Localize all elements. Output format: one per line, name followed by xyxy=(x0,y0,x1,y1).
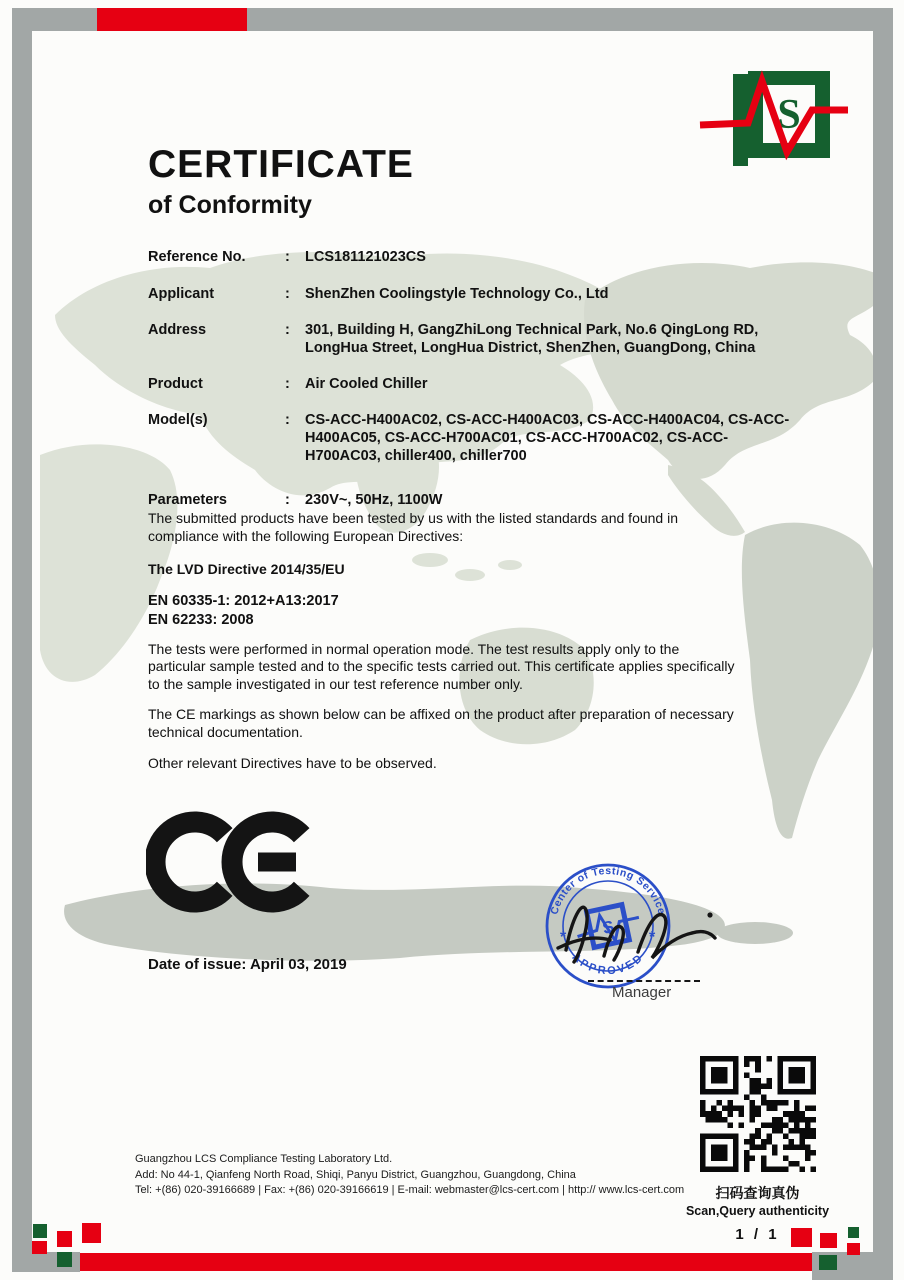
date-of-issue: Date of issue: April 03, 2019 xyxy=(148,956,347,973)
title-block xyxy=(148,144,414,219)
footer-company: Guangzhou LCS Compliance Testing Laboratory Ltd. xyxy=(135,1153,393,1165)
field-value: LCS181121023CS xyxy=(305,249,426,265)
field-separator: : xyxy=(285,249,290,265)
qr-caption-cn: 扫码查询真伪 xyxy=(715,1185,800,1201)
stamp-right-star: * xyxy=(649,929,656,946)
field-row-models xyxy=(148,411,808,465)
ce-letter-c xyxy=(155,822,225,902)
field-separator: : xyxy=(285,286,290,302)
paragraph-ce-markings: The CE markings as shown below can be affixed on the product after preparation of necessary technical documentation. xyxy=(148,706,734,740)
field-row-parameters xyxy=(148,491,808,509)
field-label: Reference No. xyxy=(148,249,246,265)
stamp-bottom-text: APPROVED xyxy=(569,951,647,978)
standard-item: EN 60335-1: 2012+A13:2017 xyxy=(148,592,339,609)
lcs-logo xyxy=(696,64,866,176)
qr-code xyxy=(700,1056,816,1172)
signature xyxy=(552,888,722,983)
field-separator: : xyxy=(285,376,290,392)
qr-block xyxy=(650,1056,865,1243)
field-label: Product xyxy=(148,376,203,392)
field-label: Address xyxy=(148,322,207,338)
signer-title: Manager xyxy=(612,984,672,1001)
field-label: Applicant xyxy=(148,286,215,302)
certificate-subtitle: of Conformity xyxy=(148,191,312,219)
certificate-body xyxy=(148,510,738,773)
footer xyxy=(135,1152,713,1199)
paragraph-intro: The submitted products have been tested by us with the listed standards and found in compliance with the following European Directives: xyxy=(148,510,678,544)
logo-letter-s: S xyxy=(777,92,801,138)
field-value: ShenZhen Coolingstyle Technology Co., Ltd xyxy=(305,286,609,302)
footer-address: Add: No 44-1, Qianfeng North Road, Shiqi, Panyu District, Guangzhou, Guangdong, China xyxy=(135,1168,576,1181)
paragraph-directive: The LVD Directive 2014/35/EU xyxy=(148,561,345,577)
field-value: 230V~, 50Hz, 1100W xyxy=(305,492,443,508)
field-separator: : xyxy=(285,322,290,338)
certificate-fields xyxy=(148,248,808,509)
standards-list xyxy=(148,592,738,631)
qr-caption-en: Scan,Query authenticity xyxy=(685,1204,830,1218)
field-value: Air Cooled Chiller xyxy=(305,376,428,392)
standard-item: EN 62233: 2008 xyxy=(148,612,254,628)
certificate-title: CERTIFICATE xyxy=(148,143,414,186)
field-row-address xyxy=(148,321,808,357)
stamp-left-star: * xyxy=(560,929,567,946)
ce-mark xyxy=(146,810,321,915)
field-separator: : xyxy=(285,492,290,508)
field-row-reference-no xyxy=(148,248,808,266)
field-row-product xyxy=(148,375,808,393)
paragraph-tests: The tests were performed in normal operation mode. The test results apply only to the particular sample tested and to the specific tests carried out. This certificate applies specifically to the sample investigated in our test reference number only. xyxy=(148,640,735,692)
field-separator: : xyxy=(285,412,290,428)
stamp-center-letter: S xyxy=(600,916,616,938)
stamp-top-text: Center of Testing Service xyxy=(548,865,668,916)
field-label: Model(s) xyxy=(148,412,208,428)
paragraph-other-directives: Other relevant Directives have to be observed. xyxy=(148,755,437,771)
footer-contact: Tel: +(86) 020-39166689 | Fax: +(86) 020-39166619 | E-mail: webmaster@lcs-cert.com | http:// www.lcs-cert.com xyxy=(135,1184,685,1196)
field-label: Parameters xyxy=(148,492,227,508)
signature-line xyxy=(588,980,700,982)
page-indicator: 1 / 1 xyxy=(735,1226,780,1243)
field-value: 301, Building H, GangZhiLong Technical Park, No.6 QingLong RD, LongHua Street, LongHua District, ShenZhen, GuangDong, China xyxy=(305,322,759,356)
field-row-applicant xyxy=(148,285,808,303)
field-value: CS-ACC-H400AC02, CS-ACC-H400AC03, CS-ACC-H400AC04, CS-ACC-H400AC05, CS-ACC-H700AC01, CS-ACC-H700AC02, CS-ACC-H700AC03, chiller400, chiller700 xyxy=(305,412,790,464)
